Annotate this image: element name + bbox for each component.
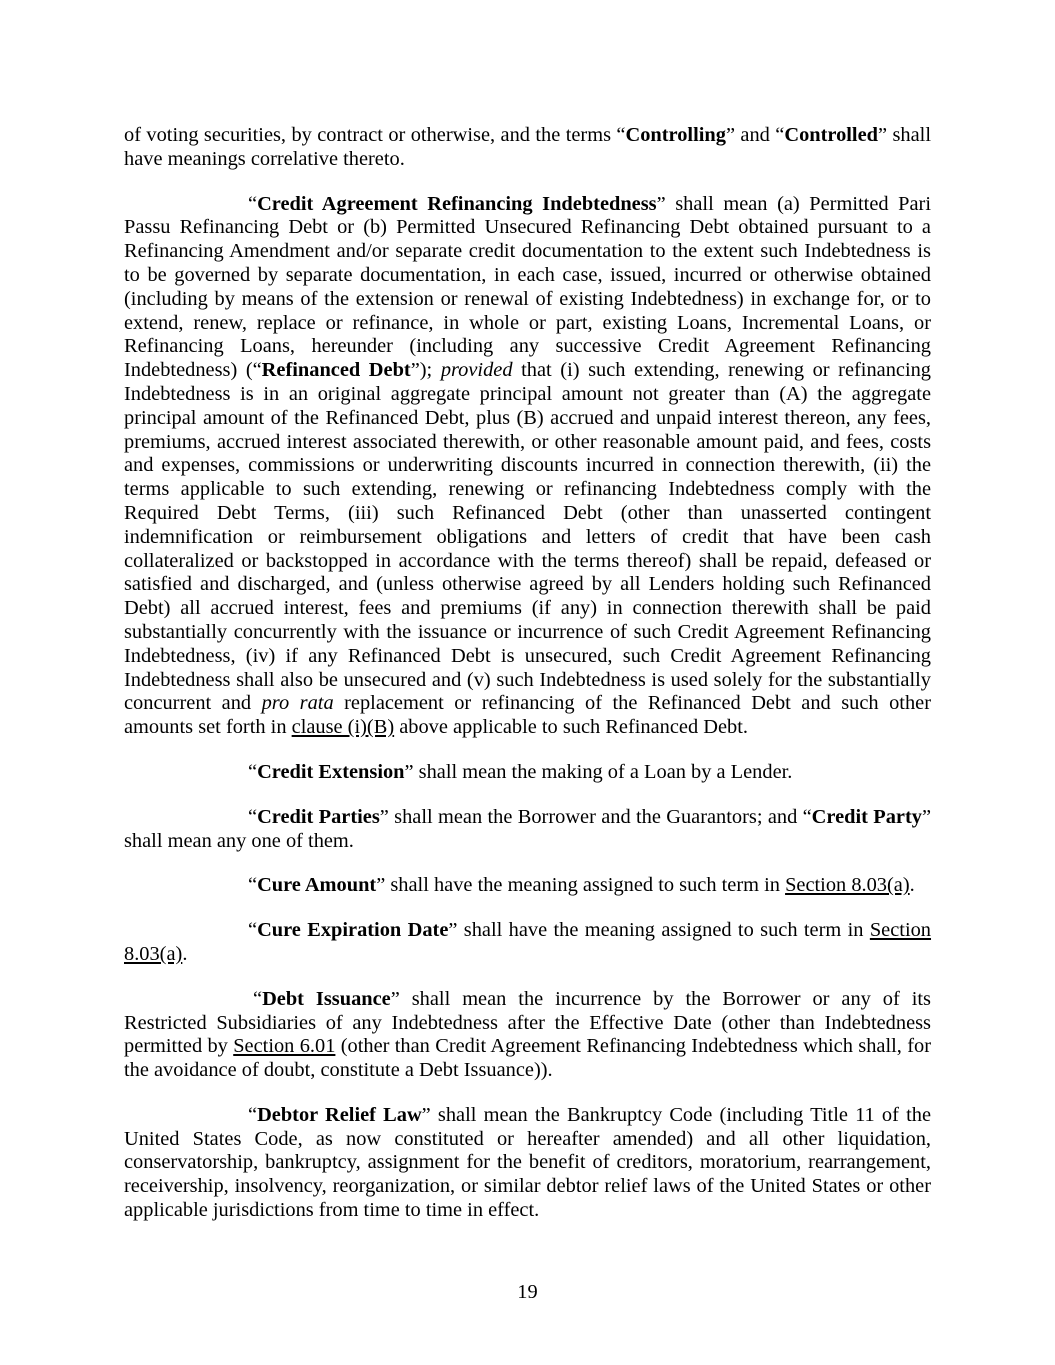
text-segment: ” shall have the meaning assigned to such term in [376, 874, 786, 897]
definition-paragraph [124, 1104, 931, 1223]
italic-text: pro rata [261, 692, 334, 715]
document-body [124, 124, 931, 1244]
defined-term: Credit Parties [257, 805, 380, 828]
text-segment: . [909, 874, 915, 897]
text-segment: (other than Credit Agreement Refinancing Indebtedness which shall, for the avoidance of doubt, constitute a Debt Issuance)). [124, 1035, 931, 1082]
text-segment: ” shall mean any one of them. [124, 805, 931, 852]
text-segment: “ [248, 192, 258, 215]
defined-term: Refinanced Debt [261, 359, 411, 382]
text-segment: ” shall mean the making of a Loan by a Lender. [404, 760, 793, 783]
text-segment: that (i) such extending, renewing or refinancing Indebtedness is in an original aggregate principal amount not greater than (A) the aggregate principal amount of the Refinanced Debt, plus (B) accrued and unpaid interest thereon, any fees, premiums, accrued interest associated therewith, or other reasonable amount paid, and fees, costs and expenses, commissions or underwriting discounts incurred in connection therewith, (ii) the terms applicable to such extending, renewing or refinancing Indebtedness comply with the Required Debt Terms, (iii) such Refinanced Debt (other than unasserted contingent indemnification or reimbursement obligations and letters of credit that have been cash collateralized or backstopped in accordance with the terms thereof) shall be repaid, defeased or satisfied and discharged, and (unless otherwise agreed by all Lenders holding such Refinanced Debt) all accrued interest, fees and premiums (if any) in connection therewith shall be paid substantially concurrently with the issuance or incurrence of such Credit Agreement Refinancing Indebtedness, (iv) if any Refinanced Debt is unsecured, such Credit Agreement Refinancing Indebtedness shall also be unsecured and (v) such Indebtedness is used solely for the substantially concurrent and [124, 359, 931, 715]
text-segment: ” shall mean the incurrence by the Borrower or any of its Restricted Subsidiaries of any Indebtedness after the Effective Date (other than Indebtedness permitted by [124, 987, 931, 1058]
text-segment: “ [248, 1103, 258, 1126]
defined-term: Credit Extension [257, 760, 405, 783]
text-segment: “ [248, 760, 258, 783]
text-segment: “ [248, 874, 258, 897]
page-number: 19 [517, 1281, 538, 1303]
cross-reference: Section 8.03(a) [785, 874, 910, 897]
defined-term: Controlled [784, 124, 878, 146]
text-segment: ” shall mean the Borrower and the Guarantors; and “ [379, 805, 812, 828]
defined-term: Cure Amount [257, 874, 377, 897]
text-segment: “ [248, 805, 258, 828]
text-segment: ” shall have the meaning assigned to such term in [448, 919, 870, 942]
defined-term: Debtor Relief Law [257, 1103, 422, 1126]
definition-paragraph [124, 124, 931, 172]
cross-reference: clause (i)(B) [291, 716, 395, 739]
text-segment: of voting securities, by contract or otherwise, and the terms “ [124, 124, 626, 146]
definition-paragraph [124, 988, 931, 1083]
defined-term: Debt Issuance [262, 987, 391, 1010]
italic-text: provided [440, 359, 513, 382]
text-segment: ” shall mean (a) Permitted Pari Passu Refinancing Debt or (b) Permitted Unsecured Refinancing Debt obtained pursuant to a Refinancing Amendment and/or separate credit documentation to the extent such Indebtedness is to be governed by separate documentation, in each case, issued, incurred or otherwise obtained (including by means of the extension or renewal of existing Indebtedness) in exchange for, or to extend, renew, replace or refinance, in whole or part, existing Loans, Incremental Loans, or Refinancing Loans, hereunder (including any successive Credit Agreement Refinancing Indebtedness) (“ [124, 192, 931, 382]
definition-paragraph [124, 806, 931, 854]
text-segment: ” and “ [725, 124, 785, 146]
text-segment: ” shall mean the Bankruptcy Code (including Title 11 of the United States Code, as now constituted or hereafter amended) and all other liquidation, conservatorship, bankruptcy, assignment for the benefit of creditors, moratorium, rearrangement, receivership, insolvency, reorganization, or similar debtor relief laws of the United States or other applicable jurisdictions from time to time in effect. [124, 1103, 931, 1222]
defined-term: Cure Expiration Date [257, 919, 449, 942]
text-segment: above applicable to such Refinanced Debt. [394, 716, 748, 739]
defined-term: Controlling [625, 124, 726, 146]
text-segment: “ [248, 919, 258, 942]
text-segment: ” shall have meanings correlative thereto. [124, 124, 931, 170]
text-segment: “ [253, 987, 263, 1010]
text-segment: ”); [410, 359, 441, 382]
text-segment: . [182, 942, 188, 965]
text-segment: replacement or refinancing of the Refinanced Debt and such other amounts set forth in [124, 692, 931, 739]
defined-term: Credit Party [811, 805, 922, 828]
cross-reference: Section 8.03(a) [124, 919, 932, 965]
definition-paragraph [124, 193, 931, 740]
definition-paragraph [124, 874, 931, 898]
defined-term: Credit Agreement Refinancing Indebtedness [257, 192, 657, 215]
definition-paragraph [124, 761, 931, 785]
cross-reference: Section 6.01 [233, 1035, 336, 1058]
definition-paragraph [124, 919, 931, 967]
